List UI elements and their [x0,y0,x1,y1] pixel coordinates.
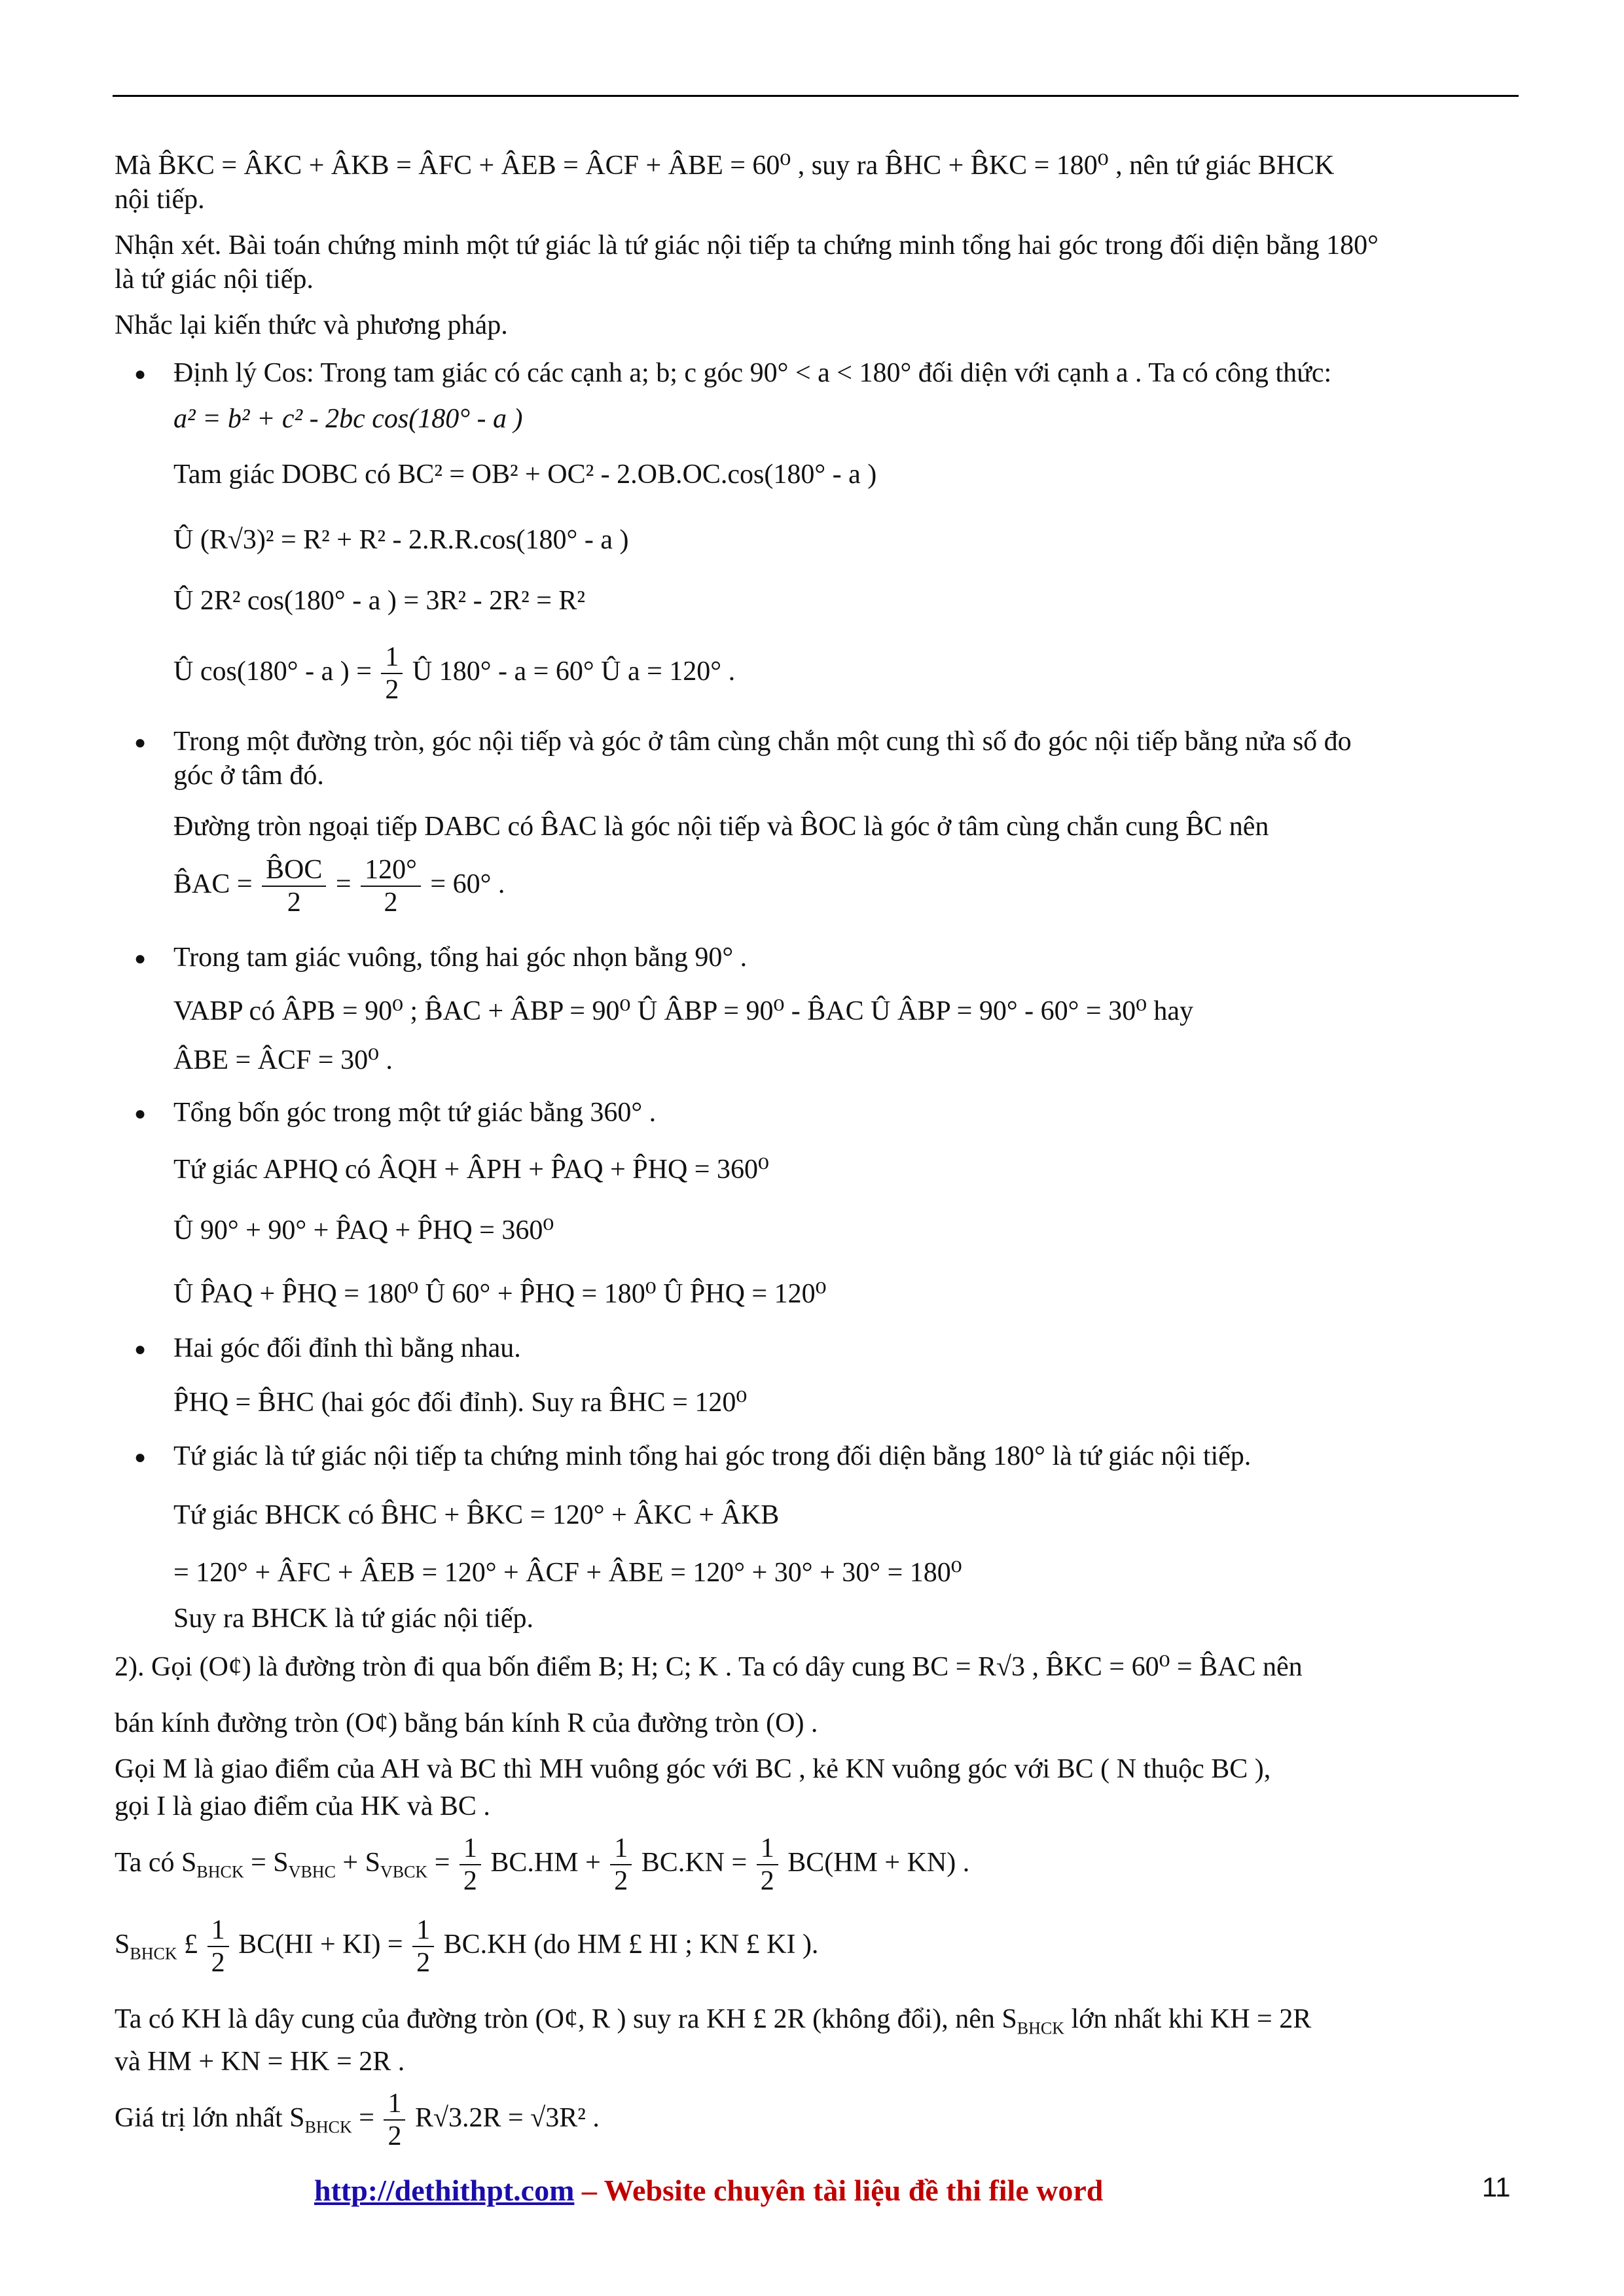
text-line: Suy ra BHCK là tứ giác nội tiếp. [173,1604,534,1634]
text-line: 2). Gọi (O¢) là đường tròn đi qua bốn điểm B; H; C; K . Ta có dây cung BC = R√3 , B̂KC = 60⁰ = B̂AC nên [115,1652,1303,1682]
fraction: $\frac{120^\circ}{2}$ [361,854,421,919]
fraction: $\frac{1}{2}$ [412,1914,434,1979]
fraction: $\frac{1}{2}$ [208,1914,229,1979]
formula-line: Ta có $S_{BHCK} = S_{VBHC} + S_{VBCK}$ = $\frac{1}{2}$ BC.HM + $\frac{1}{2}$ BC.KN = $\frac{1}{2}$ BC(HM + KN) . [115,1833,970,1897]
formula-line: B̂AC = $\frac{B̂OC}{2}$ = $\frac{120^\circ}{2}$ = 60° . [173,855,505,918]
formula-line: ÂBE = ÂCF = 30⁰ . [173,1045,393,1075]
text-line: là tứ giác nội tiếp. [115,264,314,295]
fraction: $\frac{B̂OC}{2}$ [262,854,326,919]
footer-tagline: – Website chuyên tài liệu đề thi file word [574,2174,1104,2207]
text-line: Định lý Cos: Trong tam giác có các cạnh a; b; c góc 90° < a < 180° đối diện với cạnh a . Ta có công thức: [173,358,1332,388]
bullet-icon: ● [134,1103,147,1124]
bullet-icon: ● [134,1338,147,1360]
formula-line: P̂HQ = B̂HC (hai góc đối đỉnh). Suy ra B̂HC = 120⁰ [173,1388,748,1418]
text-line: Tứ giác là tứ giác nội tiếp ta chứng minh tổng hai góc trong đối diện bằng 180° là tứ giác nội tiếp. [173,1441,1252,1471]
bullet-icon: ● [134,1446,147,1468]
formula-line: Û P̂AQ + P̂HQ = 180⁰ Û 60° + P̂HQ = 180⁰ Û P̂HQ = 120⁰ [173,1279,827,1309]
text-line: Trong tam giác vuông, tổng hai góc nhọn bằng 90° . [173,942,748,973]
fraction: $\frac{1}{2}$ [381,641,403,706]
fraction: $\frac{1}{2}$ [460,1833,481,1897]
text-line: Đường tròn ngoại tiếp DABC có B̂AC là góc nội tiếp và B̂OC là góc ở tâm cùng chắn cung B̂C nên [173,812,1269,842]
formula-line: Tam giác DOBC có BC² = OB² + OC² - 2.OB.OC.cos(180° - a ) [173,459,877,490]
header-rule [113,95,1519,97]
text-line: nội tiếp. [115,185,205,215]
footer [314,2173,1165,2208]
fraction: $\frac{1}{2}$ [610,1833,632,1897]
bullet-icon: ● [134,948,147,969]
text-line: Ta có KH là dây cung của đường tròn (O¢, R ) suy ra KH £ 2R (không đổi), nên $S_{BHCK}$ lớn nhất khi KH = 2R [115,2004,1312,2038]
text-line: Mà B̂KC = ÂKC + ÂKB = ÂFC + ÂEB = ÂCF + ÂBE = 60⁰ , suy ra B̂HC + B̂KC = 180⁰ , nên tứ giác BHCK [115,151,1335,181]
text-line: bán kính đường tròn (O¢) bằng bán kính R của đường tròn (O) . [115,1708,818,1738]
text-line: Tổng bốn góc trong một tứ giác bằng 360° . [173,1098,657,1128]
bullet-icon: ● [134,363,147,385]
formula-line: $S_{BHCK}$ £ $\frac{1}{2}$ BC(HI + KI) = $\frac{1}{2}$ BC.KH (do HM £ HI ; KN £ KI ). [115,1915,819,1979]
fraction: $\frac{1}{2}$ [384,2088,405,2153]
formula-line: Tứ giác BHCK có B̂HC + B̂KC = 120° + ÂKC + ÂKB [173,1500,780,1530]
page-number: 11 [1482,2172,1511,2202]
text-line: gọi I là giao điểm của HK và BC . [115,1791,490,1821]
formula-line: VABP có ÂPB = 90⁰ ; B̂AC + ÂBP = 90⁰ Û ÂBP = 90⁰ - B̂AC Û ÂBP = 90° - 60° = 30⁰ hay [173,996,1194,1026]
formula-line: Giá trị lớn nhất $S_{BHCK}$ = $\frac{1}{2}$ R√3.2R = √3R² . [115,2089,600,2152]
formula-line: Û 2R² cos(180° - a ) = 3R² - 2R² = R² [173,586,585,616]
text-line: Gọi M là giao điểm của AH và BC thì MH vuông góc với BC , kẻ KN vuông góc với BC ( N thuộc BC ), [115,1754,1271,1784]
formula-line: a² = b² + c² - 2bc cos(180° - a ) [173,404,523,434]
formula-line: Û (R√3)² = R² + R² - 2.R.R.cos(180° - a ) [173,525,629,555]
text-line: Nhận xét. Bài toán chứng minh một tứ giác là tứ giác nội tiếp ta chứng minh tổng hai góc trong đối diện bằng 180° [115,230,1379,260]
formula-line: và HM + KN = HK = 2R . [115,2047,405,2077]
bullet-icon: ● [134,732,147,753]
text-line: góc ở tâm đó. [173,761,324,791]
formula-line: Û 90° + 90° + P̂AQ + P̂HQ = 360⁰ [173,1215,554,1246]
text-line: Nhắc lại kiến thức và phương pháp. [115,310,508,340]
text-line: Trong một đường tròn, góc nội tiếp và góc ở tâm cùng chắn một cung thì số đo góc nội tiếp bằng nửa số đo [173,726,1352,757]
formula-line: = 120° + ÂFC + ÂEB = 120° + ÂCF + ÂBE = 120° + 30° + 30° = 180⁰ [173,1558,962,1588]
footer-link[interactable]: http://dethithpt.com [314,2174,575,2207]
formula-line: Tứ giác APHQ có ÂQH + ÂPH + P̂AQ + P̂HQ = 360⁰ [173,1155,769,1185]
formula-line: Û cos(180° - a ) = $\frac{1}{2}$ Û 180° - a = 60° Û a = 120° . [173,642,736,706]
text-line: Hai góc đối đỉnh thì bằng nhau. [173,1333,521,1363]
fraction: $\frac{1}{2}$ [757,1833,778,1897]
